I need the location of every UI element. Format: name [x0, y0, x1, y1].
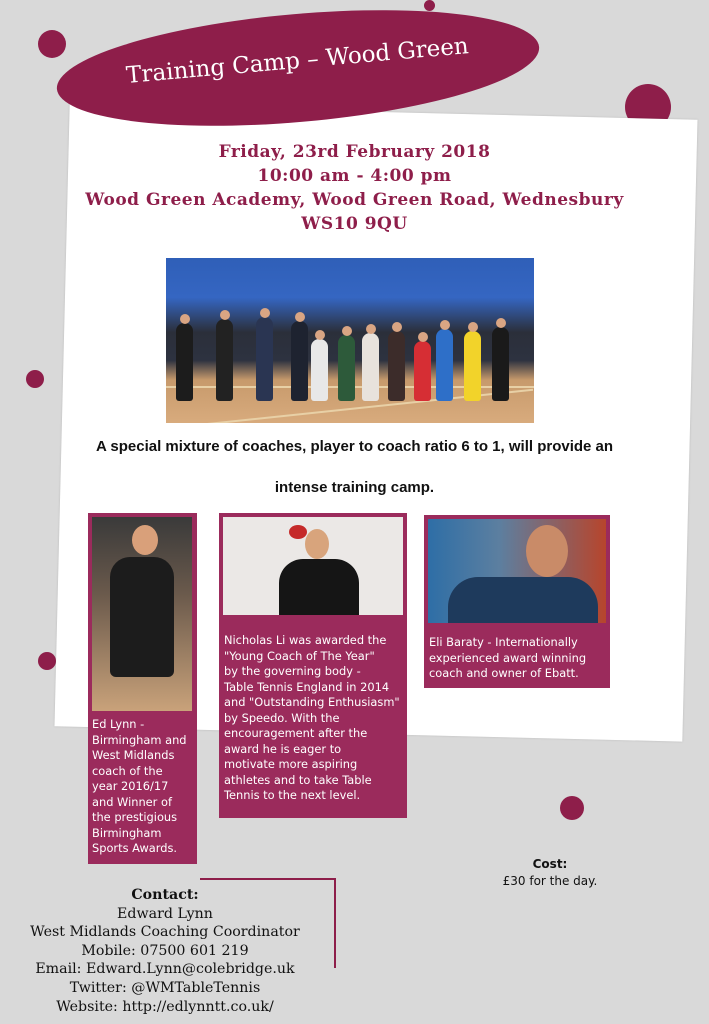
bio-line: Table Tennis England in 2014	[224, 679, 390, 694]
bio-line: by Speedo. With the	[224, 710, 340, 725]
contact-website[interactable]: Website: http://edlynntt.co.uk/	[56, 998, 274, 1015]
photo-head	[342, 326, 352, 336]
cost-heading: Cost:	[532, 857, 568, 871]
photo-head	[366, 324, 376, 334]
photo-person	[256, 317, 273, 401]
bio-line: coach of the	[92, 763, 163, 778]
description-line-1: A special mixture of coaches, player to coach ratio 6 to 1, will provide an	[95, 438, 614, 455]
coach-card-ed-lynn	[88, 513, 197, 864]
bio-line: and Winner of	[92, 794, 172, 809]
photo-person	[291, 321, 308, 401]
event-postcode: WS10 9QU	[301, 214, 408, 234]
photo-head	[496, 318, 506, 328]
cost-value: £30 for the day.	[502, 874, 598, 888]
contact-heading: Contact:	[131, 887, 199, 903]
contact-role: West Midlands Coaching Coordinator	[30, 924, 300, 941]
photo-person	[362, 333, 379, 401]
contact-twitter[interactable]: Twitter: @WMTableTennis	[69, 979, 261, 996]
coach-bio-eli-baraty	[429, 635, 609, 682]
contact-divider	[200, 878, 336, 880]
coach-card-eli-baraty	[424, 515, 610, 688]
decorative-dot	[38, 652, 56, 670]
coach-photo-nicholas-li	[223, 517, 403, 615]
photo-person	[338, 335, 355, 401]
photo-head	[315, 330, 325, 340]
photo-head	[392, 322, 402, 332]
bio-line: and "Outstanding Enthusiasm"	[224, 695, 400, 709]
coach-photo-ed-lynn	[92, 517, 192, 711]
bio-line: experienced award winning	[429, 650, 587, 665]
bio-line: by the governing body -	[224, 664, 361, 678]
decorative-dot	[38, 30, 66, 58]
bio-line: motivate more aspiring	[224, 757, 358, 771]
bio-line: athletes and to take Table	[224, 772, 372, 787]
photo-head	[180, 314, 190, 324]
photo-head	[440, 320, 450, 330]
photo-person	[176, 323, 193, 401]
decorative-dot	[26, 370, 44, 388]
bio-line: year 2016/17	[92, 779, 169, 793]
photo-head	[418, 332, 428, 342]
coach-photo-eli-baraty	[428, 519, 606, 623]
photo-person	[436, 329, 453, 401]
coach-card-nicholas-li	[219, 513, 407, 818]
event-venue: Wood Green Academy, Wood Green Road, Wednesbury	[85, 190, 624, 210]
coach-bio-ed-lynn	[92, 717, 196, 857]
contact-block	[0, 886, 330, 1016]
photo-head	[295, 312, 305, 322]
bio-line: award he is eager to	[224, 741, 342, 756]
bio-line: Nicholas Li was awarded the	[224, 633, 387, 647]
decorative-dot	[560, 796, 584, 820]
bio-line: Ed Lynn -	[92, 717, 145, 731]
coach-head	[305, 529, 329, 559]
bio-line: Tennis to the next level.	[224, 788, 361, 802]
coach-bio-nicholas-li	[224, 633, 406, 804]
decorative-dot	[424, 0, 435, 11]
bio-line: Eli Baraty - Internationally	[429, 635, 578, 649]
photo-head	[260, 308, 270, 318]
photo-person	[388, 331, 405, 401]
contact-divider-vertical	[334, 878, 336, 968]
contact-email[interactable]: Email: Edward.Lynn@colebridge.uk	[35, 961, 295, 978]
event-details	[0, 140, 709, 236]
photo-head	[220, 310, 230, 320]
coach-head	[526, 525, 568, 577]
bio-line: Sports Awards.	[92, 841, 178, 855]
bio-line: coach and owner of Ebatt.	[429, 666, 579, 680]
bio-line: Birmingham	[92, 825, 162, 840]
coach-figure	[110, 557, 174, 677]
bio-line: Birmingham and	[92, 732, 187, 747]
coach-figure	[279, 559, 359, 615]
contact-name: Edward Lynn	[117, 905, 213, 922]
contact-mobile: Mobile: 07500 601 219	[81, 942, 249, 959]
bio-line: West Midlands	[92, 748, 175, 762]
event-time: 10:00 am - 4:00 pm	[257, 166, 452, 186]
photo-person	[216, 319, 233, 401]
photo-person	[492, 327, 509, 401]
photo-person	[311, 339, 328, 401]
bio-line: encouragement after the	[224, 726, 368, 740]
cost-block	[470, 856, 630, 890]
team-photo	[166, 258, 534, 423]
bio-line: the prestigious	[92, 810, 178, 824]
event-date: Friday, 23rd February 2018	[218, 142, 491, 162]
banner-title: Training Camp – Wood Green	[125, 33, 470, 89]
bio-line: "Young Coach of The Year"	[224, 648, 375, 663]
photo-person	[414, 341, 431, 401]
coach-head	[132, 525, 158, 555]
paddle-shape	[289, 525, 307, 539]
coach-figure	[448, 577, 598, 623]
description-line-2: intense training camp.	[274, 479, 435, 496]
photo-head	[468, 322, 478, 332]
photo-person	[464, 331, 481, 401]
